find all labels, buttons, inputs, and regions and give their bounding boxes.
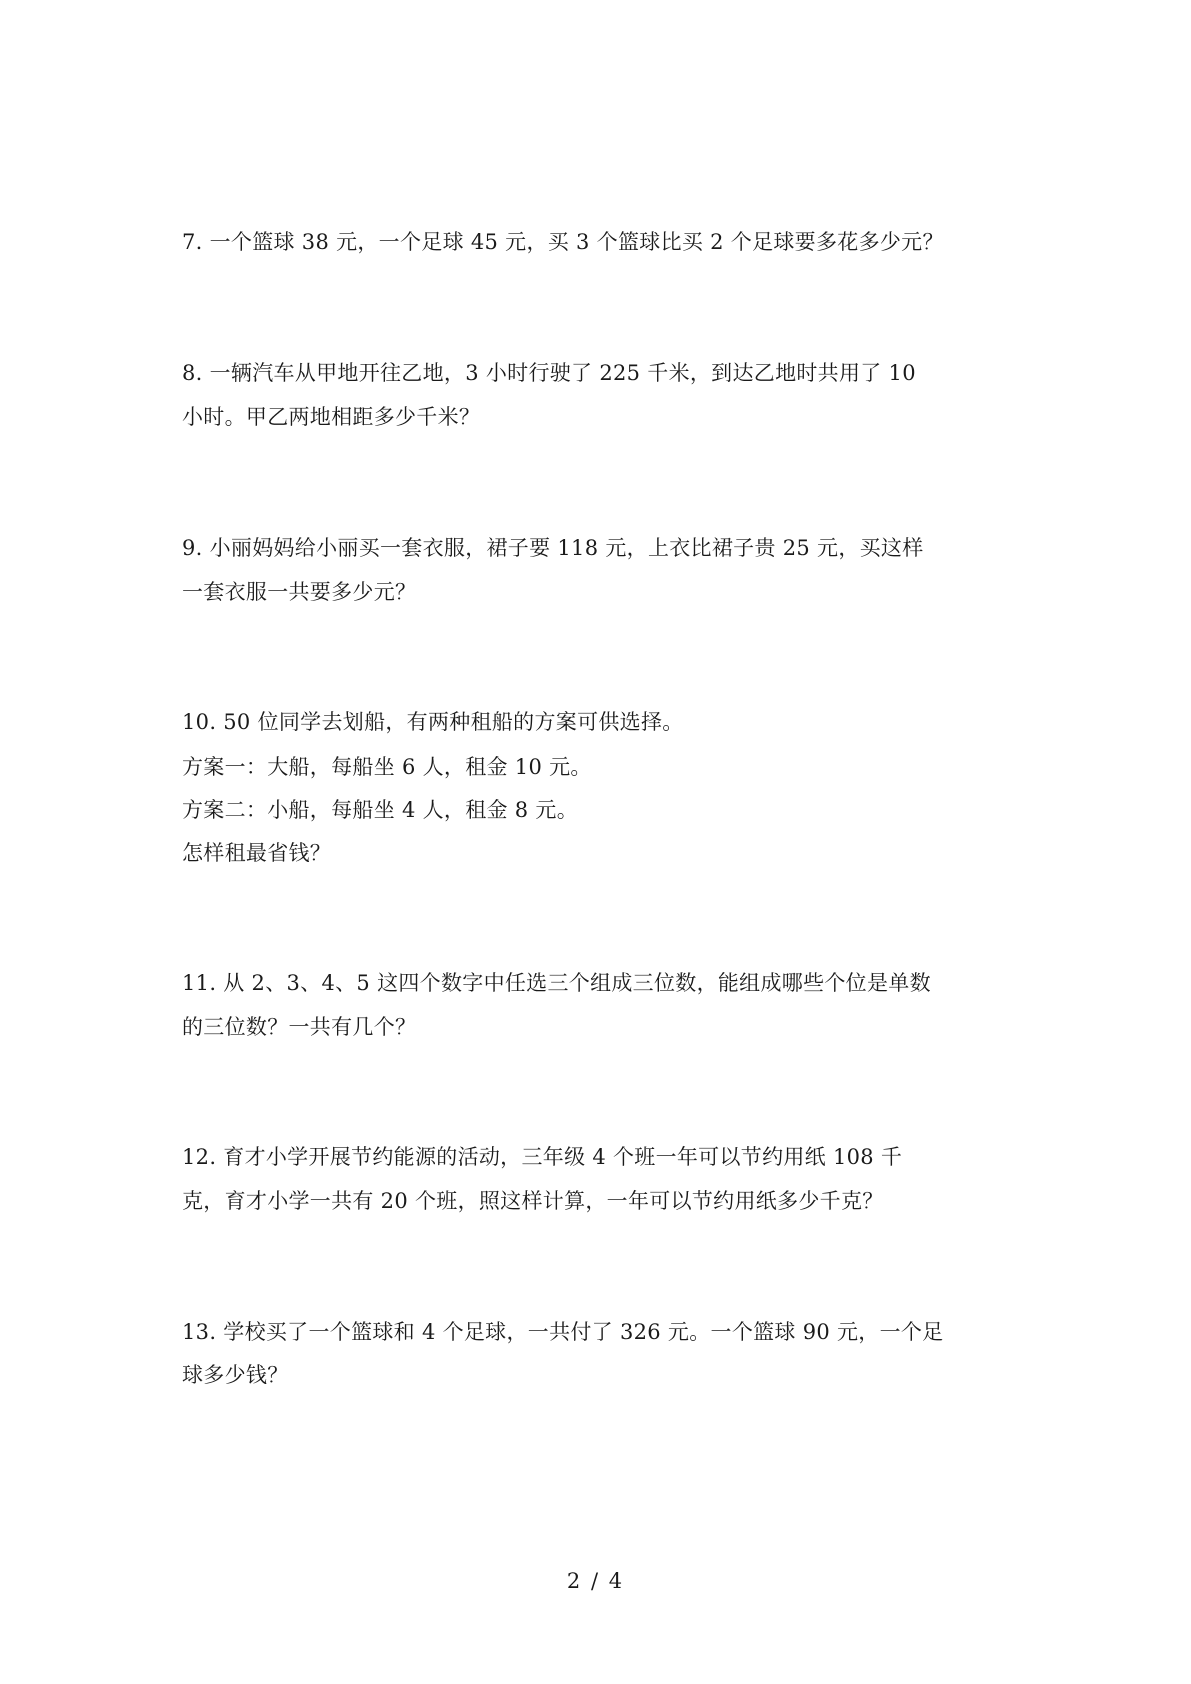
problem-10-line-2: 方案一：大船，每船坐 6 人，租金 10 元。 bbox=[182, 755, 592, 779]
problem-11-line-2: 的三位数？一共有几个？ bbox=[182, 1015, 417, 1039]
problem-11-line-1: 11. 从 2、3、4、5 这四个数字中任选三个组成三位数，能组成哪些个位是单数 bbox=[182, 971, 931, 995]
problem-13-line-1: 13. 学校买了一个篮球和 4 个足球，一共付了 326 元。一个篮球 90 元，一个足 bbox=[182, 1320, 944, 1344]
problem-8-line-1: 8. 一辆汽车从甲地开往乙地，3 小时行驶了 225 千米，到达乙地时共用了 10 bbox=[182, 361, 916, 385]
problem-12-line-1: 12. 育才小学开展节约能源的活动，三年级 4 个班一年可以节约用纸 108 千 bbox=[182, 1145, 903, 1169]
problem-10-line-1: 10. 50 位同学去划船，有两种租船的方案可供选择。 bbox=[182, 710, 684, 734]
page-number: 2 / 4 bbox=[566, 1569, 625, 1593]
problem-12-line-2: 克，育才小学一共有 20 个班，照这样计算，一年可以节约用纸多少千克？ bbox=[182, 1189, 884, 1213]
problem-10-line-3: 方案二：小船，每船坐 4 人，租金 8 元。 bbox=[182, 798, 579, 822]
problem-7-line-1: 7. 一个篮球 38 元，一个足球 45 元，买 3 个篮球比买 2 个足球要多花多少元？ bbox=[182, 230, 944, 254]
problem-9-line-1: 9. 小丽妈妈给小丽买一套衣服，裙子要 118 元，上衣比裙子贵 25 元，买这样 bbox=[182, 536, 924, 560]
problem-9-line-2: 一套衣服一共要多少元？ bbox=[182, 580, 417, 604]
problem-13-line-2: 球多少钱？ bbox=[182, 1363, 289, 1387]
problem-10-line-4: 怎样租最省钱？ bbox=[182, 841, 332, 865]
problem-8-line-2: 小时。甲乙两地相距多少千米？ bbox=[182, 405, 481, 429]
